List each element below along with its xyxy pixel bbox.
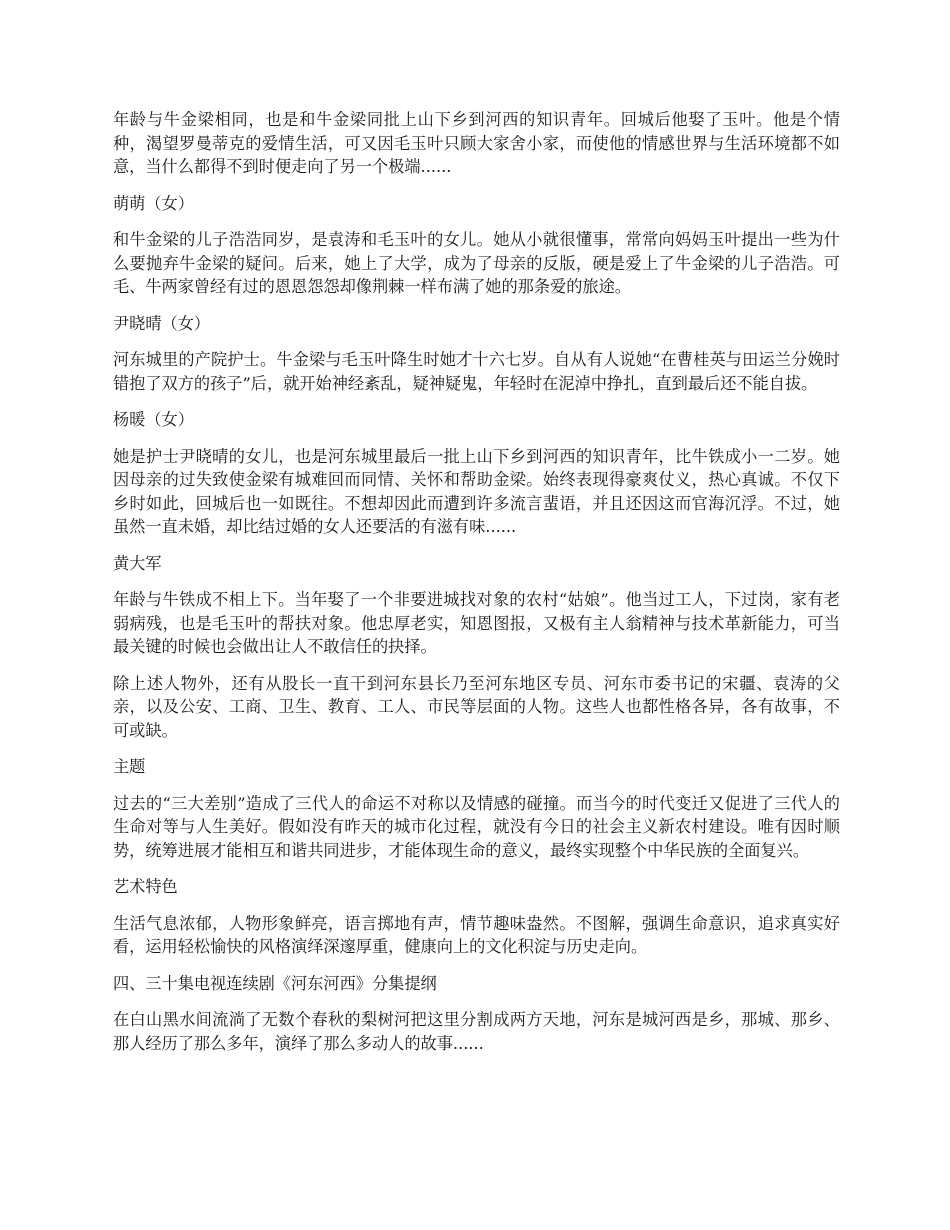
- paragraph-theme: 过去的“三大差别”造成了三代人的命运不对称以及情感的碰撞。而当今的时代变迁又促进了三代人的生命对等与人生美好。假如没有昨天的城市化过程，就没有今日的社会主义新农村建设。唯有因时顺势，统筹进展才能相互和谐共同进步，才能体现生命的意义，最终实现整个中华民族的全面复兴。: [113, 793, 840, 860]
- paragraph-intro-character: 年龄与牛金梁相同，也是和牛金梁同批上山下乡到河西的知识青年。回城后他娶了玉叶。他是个情种，渴望罗曼蒂克的爱情生活，可又因毛玉叶只顾大家舍小家，而使他的情感世界与生活环境都不如意，当什么都得不到时便走向了另一个极端......: [113, 110, 840, 176]
- paragraph-mengmeng: 和牛金梁的儿子浩浩同岁，是袁涛和毛玉叶的女儿。她从小就很懂事，常常向妈妈玉叶提出一些为什么要抛弃牛金梁的疑问。后来，她上了大学，成为了母亲的反版，硬是爱上了牛金梁的儿子浩浩。可毛、牛两家曾经有过的恩恩怨怨却像荆棘一样布满了她的那条爱的旅途。: [113, 230, 840, 296]
- document-body: [113, 108, 840, 1068]
- paragraph-yin-xiaoqing: 河东城里的产院护士。牛金梁与毛玉叶降生时她才十六七岁。自从有人说她“在曹桂英与田运兰分娩时错抱了双方的孩子”后，就开始神经紊乱，疑神疑鬼，年轻时在泥淖中挣扎，直到最后还不能自拔。: [113, 350, 840, 393]
- heading-episode-outline: 四、三十集电视连续剧《河东河西》分集提纲: [113, 973, 437, 993]
- paragraph-yang-nuan: 她是护士尹晓晴的女儿，也是河东城里最后一批上山下乡到河西的知识青年，比牛铁成小一二岁。她因母亲的过失致使金梁有城难回而同情、关怀和帮助金梁。始终表现得豪爽仗义，热心真诚。不仅下乡时如此，回城后也一如既往。不想却因此而遭到许多流言蜚语，并且还因这而官海沉浮。不过，她虽然一直未婚，却比结过婚的女人还要活的有滋有味......: [113, 446, 840, 536]
- heading-yang-nuan: 杨暖（女）: [113, 410, 194, 429]
- paragraph-episode-outline: 在白山黑水间流淌了无数个春秋的梨树河把这里分割成两方天地，河东是城河西是乡，那城、那乡、那人经历了那么多年，演绎了那么多动人的故事......: [113, 1010, 840, 1053]
- heading-huang-dajun: 黄大军: [113, 553, 162, 573]
- heading-theme: 主题: [113, 757, 146, 776]
- heading-mengmeng: 萌萌（女）: [113, 193, 194, 213]
- heading-yin-xiaoqing: 尹晓晴（女）: [113, 313, 211, 333]
- paragraph-art-features: 生活气息浓郁，人物形象鲜亮，语言掷地有声，情节趣味盎然。不图解，强调生命意识，追求真实好看，运用轻松愉快的风格演绎深邃厚重，健康向上的文化积淀与历史走向。: [113, 913, 840, 956]
- paragraph-huang-dajun: 年龄与牛铁成不相上下。当年娶了一个非要进城找对象的农村“姑娘”。他当过工人，下过岗，家有老弱病残，也是毛玉叶的帮扶对象。他忠厚老实，知恩图报，又极有主人翁精神与技术革新能力，可当最关键的时候也会做出让人不敢信任的抉择。: [113, 590, 840, 656]
- paragraph-other-characters: 除上述人物外，还有从股长一直干到河东县长乃至河东地区专员、河东市委书记的宋疆、袁涛的父亲，以及公安、工商、卫生、教育、工人、市民等层面的人物。这些人也都性格各异，各有故事，不可或缺。: [113, 673, 840, 740]
- heading-art-features: 艺术特色: [113, 877, 178, 896]
